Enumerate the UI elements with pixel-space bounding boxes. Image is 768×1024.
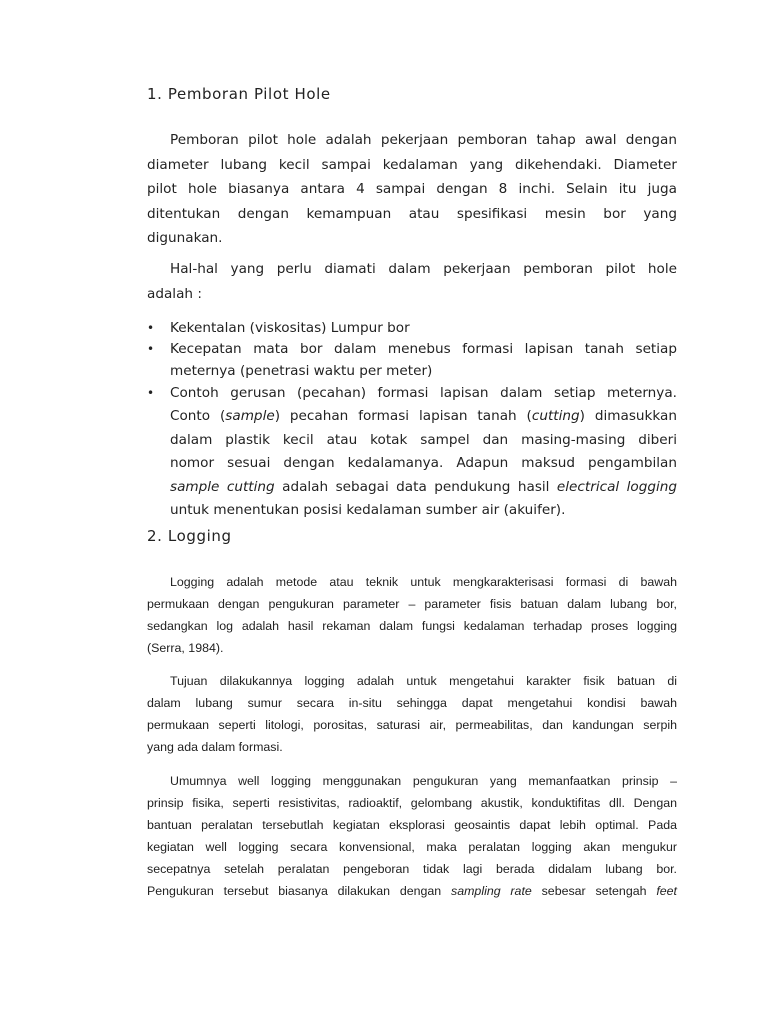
text-line: digunakan. [147, 230, 223, 246]
paragraph-pilot-hole-definition [147, 128, 677, 251]
text-line: kegiatan well logging secara konvensional, maka peralatan logging akan mengukur [147, 840, 677, 854]
text-line: prinsip fisika, seperti resistivitas, radioaktif, gelombang akustik, konduktifitas dll. Dengan [147, 796, 677, 810]
text-line: Tujuan dilakukannya logging adalah untuk mengetahui karakter fisik batuan di [170, 674, 677, 688]
text-line: pilot hole biasanya antara 4 sampai dengan 8 inchi. Selain itu juga [147, 181, 677, 197]
text-run: Pengukuran tersebut biasanya dilakukan dengan [147, 884, 452, 898]
paragraph-observations-intro [147, 257, 677, 306]
text-line: Kekentalan (viskositas) Lumpur bor [170, 320, 410, 336]
text-line: Logging adalah metode atau teknik untuk mengkarakterisasi formasi di bawah [170, 575, 677, 589]
text-line: (Serra, 1984). [147, 641, 224, 655]
text-line: sedangkan log adalah hasil rekaman dalam fungsi kedalaman terhadap proses logging [147, 619, 677, 633]
text-line: dalam lubang sumur secara in-situ sehingga dapat mengetahui kondisi bawah [147, 696, 677, 710]
italic-term: sample cutting [170, 478, 275, 495]
section-heading-pilot-hole: 1. Pemboran Pilot Hole [147, 85, 331, 103]
italic-term: electrical logging [556, 478, 678, 495]
text-line: adalah : [147, 285, 202, 302]
text-line: permukaan seperti litologi, porositas, saturasi air, permeabilitas, dan kandungan serpih [147, 718, 677, 732]
list-item [147, 318, 677, 338]
text-line: Umumnya well logging menggunakan pengukuran yang memanfaatkan prinsip – [170, 774, 677, 788]
section-heading-logging: 2. Logging [147, 527, 232, 545]
text-line [170, 405, 677, 428]
italic-term: sampling rate [451, 884, 532, 898]
text-line: meternya (penetrasi waktu per meter) [170, 363, 433, 379]
paragraph-logging-definition [147, 571, 677, 659]
text-line: bantuan peralatan tersebutlah kegiatan eksplorasi geosaintis dapat lebih optimal. Pada [147, 818, 677, 832]
list-item [147, 338, 677, 382]
text-run: sebesar setengah [531, 884, 657, 898]
text-line [170, 476, 677, 499]
text-line: untuk menentukan posisi kedalaman sumber air (akuifer). [170, 502, 566, 519]
observation-list [147, 318, 677, 522]
text-line: ditentukan dengan kemampuan atau spesifikasi mesin bor yang [147, 205, 677, 222]
paragraph-well-logging-principles [147, 770, 677, 902]
italic-term: cutting [531, 408, 580, 425]
text-line: Kecepatan mata bor dalam menebus formasi lapisan tanah setiap [170, 341, 677, 357]
text-line [147, 880, 677, 902]
list-item [147, 382, 677, 522]
text-run: Conto ( [170, 408, 226, 425]
text-run: adalah sebagai data pendukung hasil [274, 478, 557, 495]
text-line: permukaan dengan pengukuran parameter – parameter fisis batuan dalam lubang bor, [147, 597, 677, 611]
bullet-icon: • [147, 386, 155, 400]
text-run: ) pecahan formasi lapisan tanah ( [274, 408, 532, 425]
italic-term: sample [225, 408, 275, 425]
text-line: Pemboran pilot hole adalah pekerjaan pemboran tahap awal dengan [170, 132, 677, 148]
bullet-icon: • [147, 342, 155, 356]
text-line: Hal-hal yang perlu diamati dalam pekerjaan pemboran pilot hole [170, 261, 677, 277]
paragraph-logging-purpose [147, 670, 677, 758]
text-line: Contoh gerusan (pecahan) formasi lapisan dalam setiap meternya. [170, 385, 677, 401]
bullet-icon: • [147, 321, 155, 335]
text-line: dalam plastik kecil atau kotak sampel dan masing-masing diberi [170, 431, 677, 448]
text-line: diameter lubang kecil sampai kedalaman yang dikehendaki. Diameter [147, 156, 677, 173]
italic-term: feet [656, 884, 677, 898]
text-line: yang ada dalam formasi. [147, 740, 283, 754]
text-run: ) dimasukkan [579, 408, 677, 425]
text-line: secepatnya setelah peralatan pengeboran tidak lagi berada didalam lubang bor. [147, 862, 677, 876]
text-line: nomor sesuai dengan kedalamanya. Adapun maksud pengambilan [170, 455, 677, 472]
